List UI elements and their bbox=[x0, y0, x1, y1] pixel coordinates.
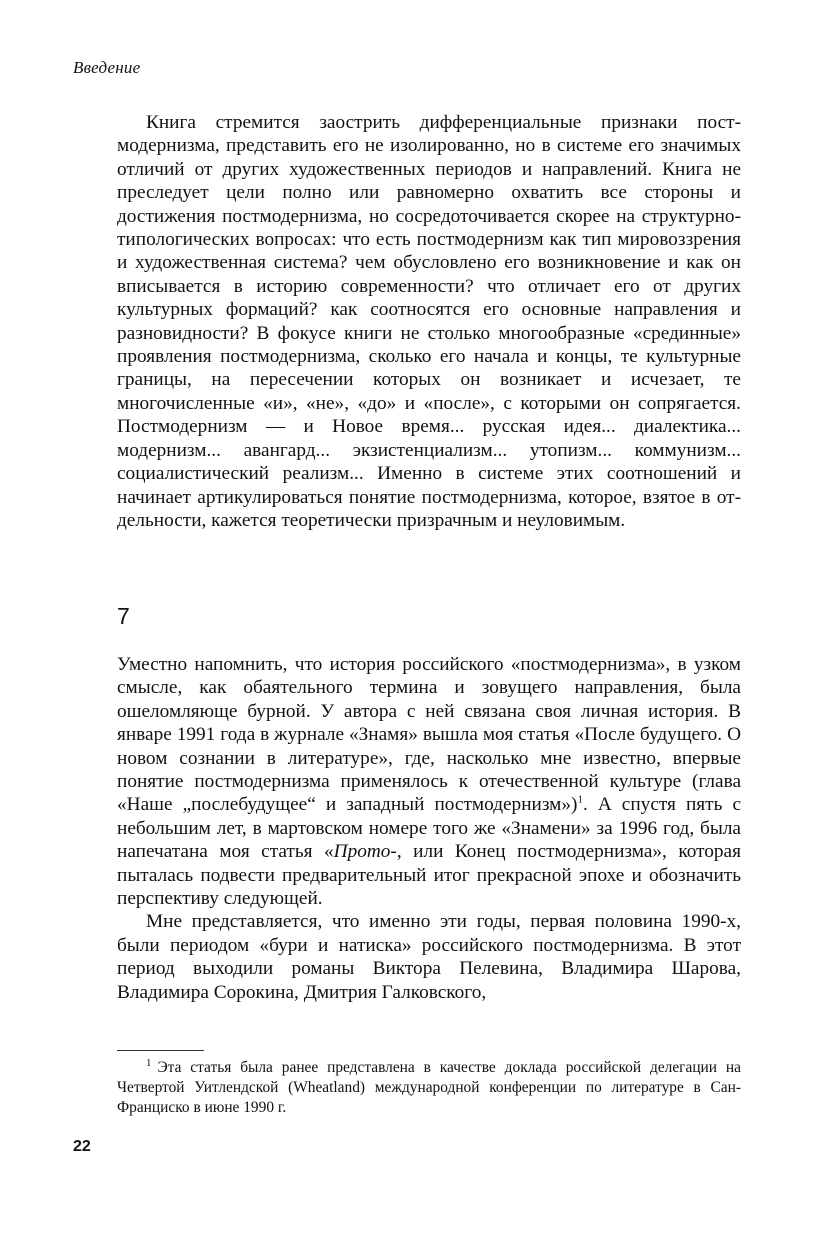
intro-block bbox=[117, 111, 741, 532]
section-paragraph-2: Мне представляется, что именно эти годы, первая половина 1990-х, были периодом «бури и натиска» российского постмодернизма. В этот период выходили романы Виктора Пелевина, Владимира Шарова, Владимира Сорокина, Дмитрия Галковского, bbox=[117, 911, 741, 1003]
section-text bbox=[117, 653, 741, 1004]
footnote-text: Эта статья была ранее представлена в качестве доклада российской делегации на Четвертой Уитлендской (Wheatland) международной конференции по литературе в Сан-Франциско в июне 1990 г. bbox=[117, 1059, 741, 1116]
section-number: 7 bbox=[117, 603, 130, 629]
footnote-paragraph bbox=[117, 1058, 741, 1118]
paragraph-1-part-2: . А спустя пять с небольшим лет, в мартовском номере того же «Знамени» за 1996 год, была напечатана моя статья « bbox=[117, 794, 742, 863]
section-paragraph-1 bbox=[117, 653, 741, 910]
footnote-mark: 1 bbox=[146, 1056, 152, 1069]
footnote-divider bbox=[117, 1050, 204, 1051]
page-number: 22 bbox=[73, 1138, 91, 1155]
running-head: Введение bbox=[73, 58, 141, 77]
paragraph-1-part-3: , или Конец постмодернизма», которая пыталась подвести предварительный итог прекрасной эпохе и обозначить перспективу следующей. bbox=[117, 841, 741, 910]
intro-paragraph: Книга стремится заострить дифференциальные признаки постмодернизма, представить его не изолированно, но в системе его значимых отличий от других художественных периодов и направлений. Книга не преследует цели полно или равномерно охватить все стороны и достижения постмодернизма, но сосредоточивается скорее на структурно-типологических вопросах: что есть постмодернизм как тип мировоззрения и художественная система? чем обусловлено его возникновение и как он вписывается в историю современности? что отличает его от других культурных формаций? как соотносятся его основные направления и разновидности? В фокусе книги не столько многообразные «срединные» проявления постмодернизма, сколько его начала и концы, те культурные границы, на пересечении которых он возникает и исчезает, те многочисленные «и», «не», «до» и «после», с которыми он сопрягается. Постмодернизм — и Новое время... русская идея... диалектика... модернизм... авангард... экзистенциализм... утопизм... коммунизм... социалистический реализм... Именно в системе этих соотношений и начинает артикулироваться понятие постмодернизма, которое, взятое в отдельности, кажется теоретически призрачным и неуловимым. bbox=[117, 112, 741, 531]
paragraph-1-part-1: Уместно напомнить, что история российского «постмодернизма», в узком смысле, как обаятельного термина и зовущего направления, была ошеломляюще бурной. У автора с ней связана своя личная история. В январе 1991 года в журнале «Знамя» вышла моя статья «После будущего. О новом сознании в литературе», где, насколько мне известно, впервые понятие постмодернизма применялось к отечественной культуре (глава «Наше „послебудущее“ и западный постмодернизм») bbox=[117, 654, 741, 816]
italic-word: Прото- bbox=[333, 841, 397, 863]
footnote bbox=[117, 1058, 741, 1118]
footnote-reference: 1 bbox=[577, 794, 583, 807]
